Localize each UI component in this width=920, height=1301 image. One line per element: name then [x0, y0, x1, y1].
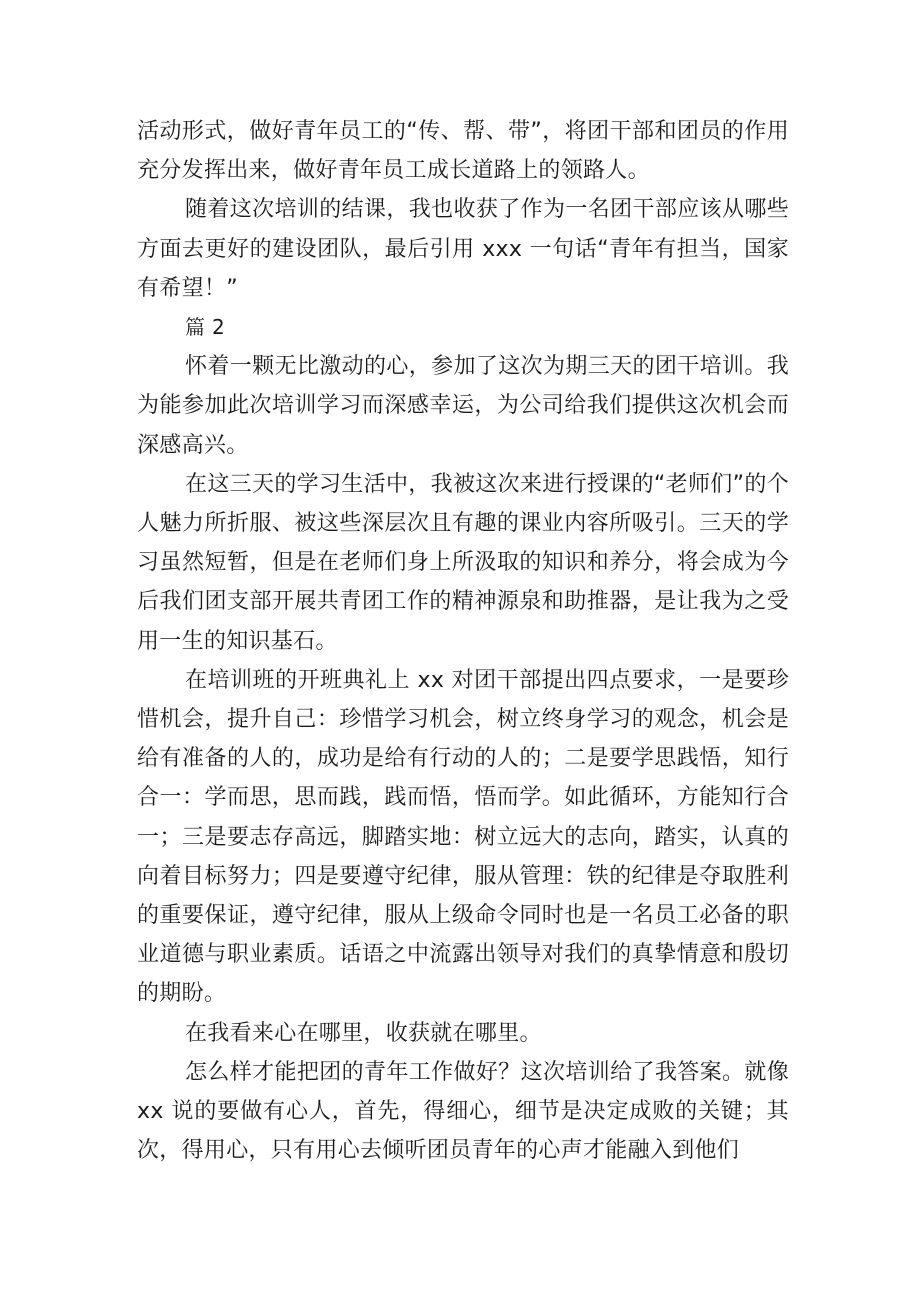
section-heading: 篇 2: [185, 315, 225, 340]
paragraph: 在我看来心在哪里，收获就在哪里。: [185, 1020, 542, 1046]
paragraph: 怎么样才能把团的青年工作做好？这次培训给了我答案。就像 xx 说的要做有心人，首先，得细心，细节是决定成败的关键；其次，得用心，只有用心去倾听团员青年的心声才能融入到他们: [137, 1059, 789, 1164]
paragraph: 随着这次培训的结课，我也收获了作为一名团干部应该从哪些方面去更好的建设团队，最后引用 xxx 一句话“青年有担当，国家有希望！”: [137, 197, 789, 301]
paragraph: 在这三天的学习生活中，我被这次来进行授课的“老师们”的个人魅力所折服、被这些深层次且有趣的课业内容所吸引。三天的学习虽然短暂，但是在老师们身上所汲取的知识和养分，将会成为今后我们团支部开展共青团工作的精神源泉和助推器，是让我为之受用一生的知识基石。: [137, 471, 789, 654]
paragraph: 怀着一颗无比激动的心，参加了这次为期三天的团干培训。我为能参加此次培训学习而深感幸运，为公司给我们提供这次机会而深感高兴。: [137, 354, 789, 458]
document-body: [137, 112, 789, 1170]
paragraph-continuation: 活动形式，做好青年员工的“传、帮、带”，将团干部和团员的作用充分发挥出来，做好青年员工成长道路上的领路人。: [137, 119, 789, 184]
paragraph: 在培训班的开班典礼上 xx 对团干部提出四点要求，一是要珍惜机会，提升自己：珍惜学习机会，树立终身学习的观念，机会是给有准备的人的，成功是给有行动的人的；二是要学思践悟，知行合一：学而思，思而践，践而悟，悟而学。如此循环，方能知行合一；三是要志存高远，脚踏实地：树立远大的志向，踏实，认真的向着目标努力；四是要遵守纪律，服从管理：铁的纪律是夺取胜利的重要保证，遵守纪律，服从上级命令同时也是一名员工必备的职业道德与职业素质。话语之中流露出领导对我们的真挚情意和殷切的期盼。: [137, 667, 789, 1007]
